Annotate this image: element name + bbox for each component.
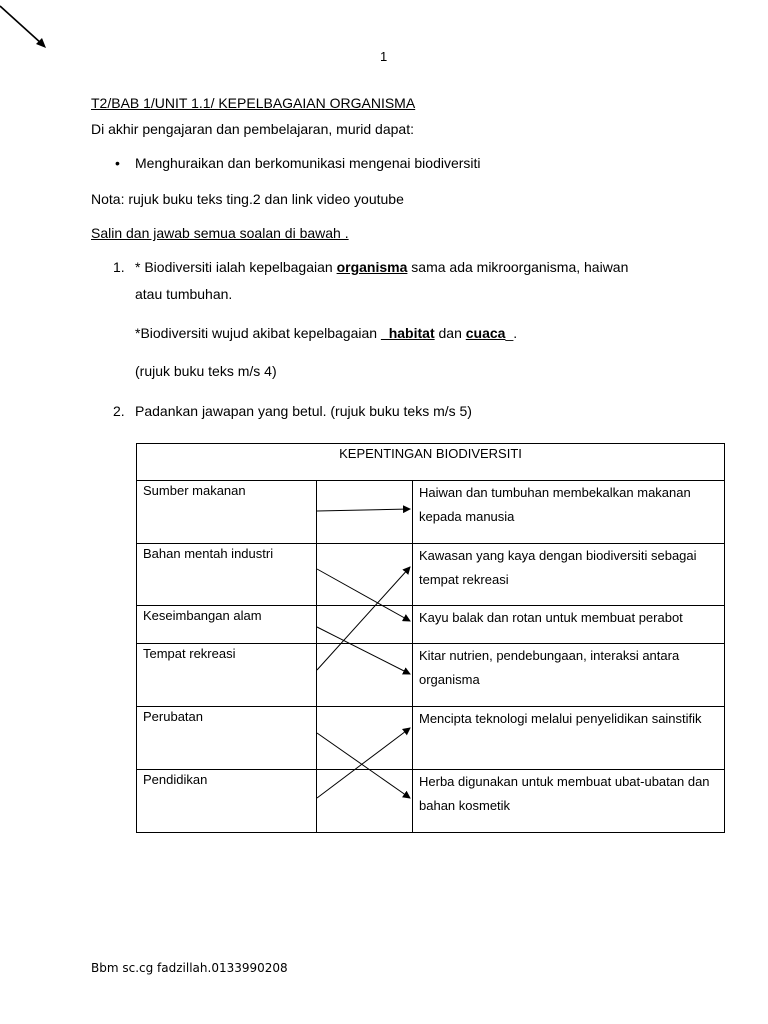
instruction-text: Salin dan jawab semua soalan di bawah . [91, 225, 349, 241]
note-text: Nota: rujuk buku teks ting.2 dan link video youtube [91, 191, 404, 207]
q1-line1 [135, 259, 628, 276]
table-right-item: Kayu balak dan rotan untuk membuat perabot [413, 606, 725, 644]
q1-line3 [135, 325, 517, 342]
q1-line3-post: _. [505, 325, 518, 341]
corner-arrow-icon [0, 0, 60, 60]
table-left-item: Sumber makanan [137, 481, 317, 544]
table-left-item: Tempat rekreasi [137, 644, 317, 707]
table-right-item: Kitar nutrien, pendebungaan, interaksi antara organisma [413, 644, 725, 707]
table-header: KEPENTINGAN BIODIVERSITI [137, 444, 725, 481]
table-left-item: Bahan mentah industri [137, 544, 317, 606]
table-gap-cell [317, 707, 413, 770]
q1-line1-pre: * Biodiversiti ialah kepelbagaian [135, 259, 337, 275]
bullet-icon: • [115, 155, 120, 171]
objective-item: Menghuraikan dan berkomunikasi mengenai biodiversiti [135, 155, 481, 171]
q1-answer-cuaca: cuaca [465, 325, 506, 341]
intro-text: Di akhir pengajaran dan pembelajaran, murid dapat: [91, 121, 414, 137]
table-gap-cell [317, 544, 413, 606]
table-gap-cell [317, 606, 413, 644]
table-right-item: Mencipta teknologi melalui penyelidikan sainstifik [413, 707, 725, 770]
table-gap-cell [317, 644, 413, 707]
q1-number: 1. [113, 259, 125, 275]
q1-line3-mid: dan [434, 325, 466, 341]
footer-credit: Bbm sc.cg fadzillah.0133990208 [91, 961, 288, 975]
table-left-item: Pendidikan [137, 770, 317, 833]
q1-line1-post: sama ada mikroorganisma, haiwan [407, 259, 629, 275]
q1-answer-habitat: _habitat [380, 325, 435, 341]
q1-answer-organisma: organisma [336, 259, 408, 275]
q1-line3-pre: *Biodiversiti wujud akibat kepelbagaian [135, 325, 381, 341]
q1-line2: atau tumbuhan. [135, 286, 233, 302]
page-heading: T2/BAB 1/UNIT 1.1/ KEPELBAGAIAN ORGANISMA [91, 95, 416, 111]
q2-number: 2. [113, 403, 125, 419]
table-gap-cell [317, 770, 413, 833]
table-gap-cell [317, 481, 413, 544]
table-right-item: Herba digunakan untuk membuat ubat-ubatan dan bahan kosmetik [413, 770, 725, 833]
q2-text: Padankan jawapan yang betul. (rujuk buku teks m/s 5) [135, 403, 472, 419]
table-right-item: Kawasan yang kaya dengan biodiversiti sebagai tempat rekreasi [413, 544, 725, 606]
page-number: 1 [380, 49, 388, 64]
q1-reference: (rujuk buku teks m/s 4) [135, 363, 277, 379]
table-left-item: Perubatan [137, 707, 317, 770]
table-right-item: Haiwan dan tumbuhan membekalkan makanan kepada manusia [413, 481, 725, 544]
matching-table [136, 443, 725, 833]
table-left-item: Keseimbangan alam [137, 606, 317, 644]
